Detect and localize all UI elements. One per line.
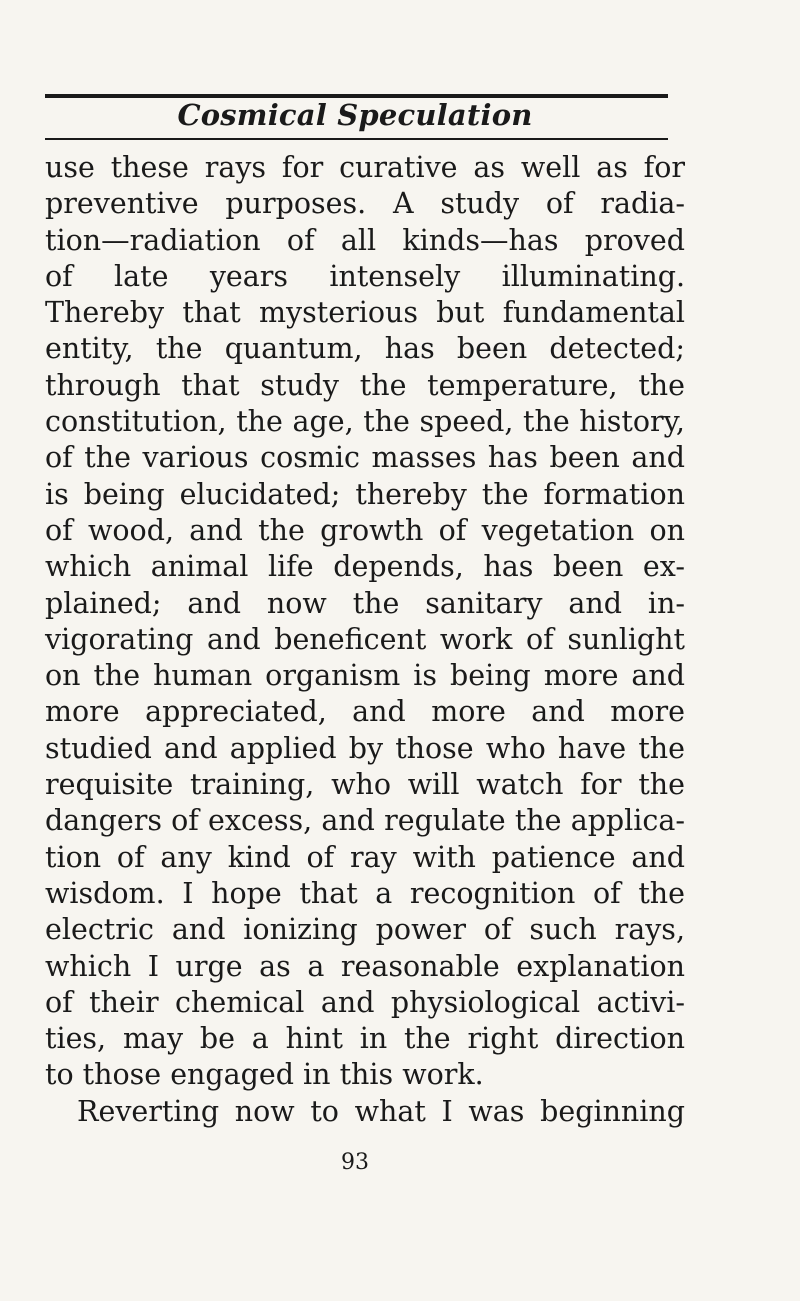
header-rule-bottom [45, 138, 668, 140]
text-line: is being elucidated; thereby the formation [45, 477, 685, 511]
text-line: entity, the quantum, has been detected; [45, 332, 685, 366]
text-line: tion—radiation of all kinds—has proved [45, 223, 685, 257]
text-line: to those engaged in this work. [45, 1058, 484, 1092]
text-line: tion of any kind of ray with patience and [45, 840, 685, 874]
text-line: which I urge as a reasonable explanation [45, 949, 685, 983]
text-line: constitution, the age, the speed, the history, [45, 405, 685, 439]
text-line: electric and ionizing power of such rays, [45, 913, 685, 947]
text-line: of wood, and the growth of vegetation on [45, 513, 685, 547]
text-line: plained; and now the sanitary and in- [45, 586, 685, 620]
text-line: through that study the temperature, the [45, 368, 685, 402]
text-line: wisdom. I hope that a recognition of the [45, 876, 685, 910]
text-line: Reverting now to what I was beginning [77, 1094, 685, 1128]
text-line: Thereby that mysterious but fundamental [45, 296, 685, 330]
text-line: on the human organism is being more and [45, 659, 685, 693]
text-line: of the various cosmic masses has been and [45, 441, 685, 475]
text-line: requisite training, who will watch for the [45, 768, 685, 802]
text-line: ties, may be a hint in the right direction [45, 1022, 685, 1056]
body-text [45, 150, 685, 1130]
text-line: which animal life depends, has been ex- [45, 550, 685, 584]
text-line: of their chemical and physiological activi- [45, 985, 685, 1019]
text-line: studied and applied by those who have the [45, 731, 685, 765]
text-line: use these rays for curative as well as for [45, 151, 685, 184]
running-title: Cosmical Speculation [177, 98, 533, 132]
text-line: preventive purposes. A study of radia- [45, 187, 685, 221]
text-line: of late years intensely illuminating. [45, 259, 685, 293]
page-number: 93 [341, 1150, 369, 1175]
text-line: dangers of excess, and regulate the applica- [45, 804, 685, 838]
text-line: more appreciated, and more and more [45, 695, 685, 729]
text-line: vigorating and beneficent work of sunlight [45, 622, 685, 656]
